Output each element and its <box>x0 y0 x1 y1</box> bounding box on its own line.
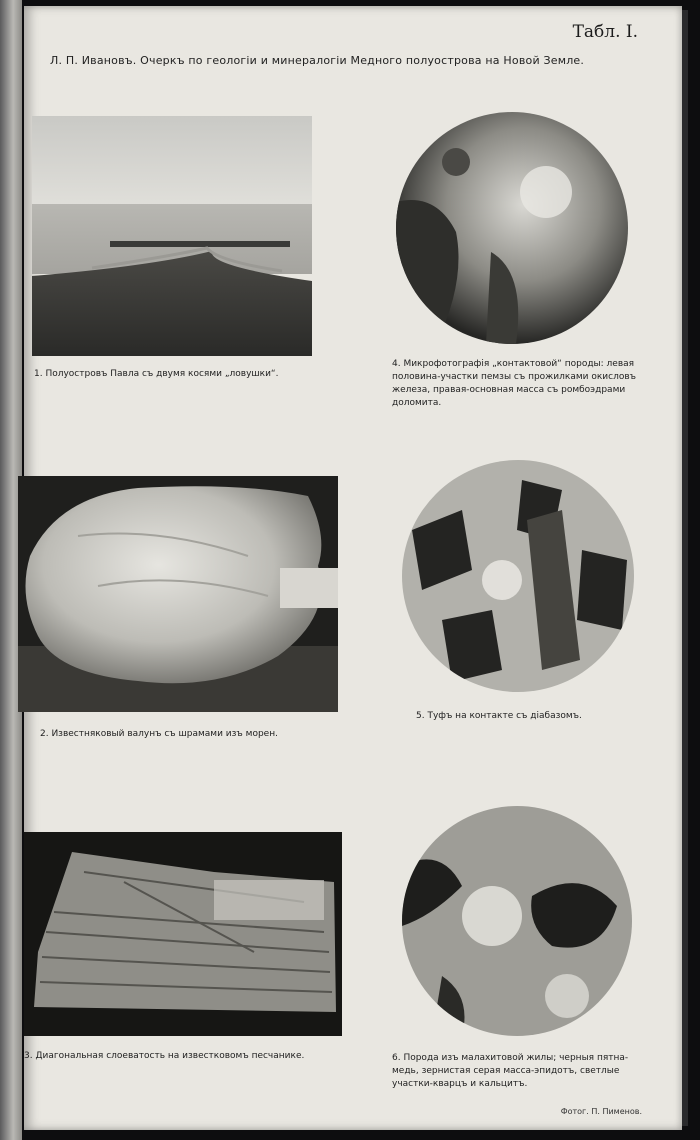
micrograph-contact-rock-icon <box>396 112 628 344</box>
figure-6-caption: 6. Порода изъ малахитовой жилы; черныя пятна-медь, зернистая серая масса-эпидотъ, светлые участки-кварцъ и кальцитъ. <box>392 1053 629 1089</box>
figure-3-caption: 3. Диагональная слоеватость на известковомъ песчанике. <box>24 1051 305 1061</box>
photo-limestone-boulder-icon <box>18 476 338 712</box>
figure-5-caption: 5. Туфъ на контакте съ дiабазомъ. <box>416 711 582 721</box>
plate-header: Л. П. Ивановъ. Очеркъ по геологiи и минералогiи Медного полуострова на Новой Земле. <box>50 54 585 67</box>
photo-seascape-icon <box>32 116 312 356</box>
figure-2-photo <box>18 476 338 712</box>
micrograph-tuff-icon <box>402 460 634 692</box>
figure-1-photo <box>32 116 312 356</box>
figure-2-caption: 2. Известняковый валунъ съ шрамами изъ морен. <box>40 729 278 739</box>
figure-5-micrograph <box>402 460 634 692</box>
figure-1-caption: 1. Полуостровъ Павла съ двумя косями „ловушки“. <box>34 369 279 379</box>
micrograph-malachite-vein-icon <box>402 806 632 1036</box>
photo-credit: Фотог. П. Пименов. <box>560 1107 642 1116</box>
page-edge <box>682 10 688 1126</box>
figure-4-micrograph <box>396 112 628 344</box>
figure-6-micrograph <box>402 806 632 1036</box>
plate-page <box>24 6 682 1130</box>
plate-title: Табл. I. <box>572 22 638 42</box>
figure-4-caption: 4. Микрофотографiя „контактовой“ породы: левая половина-участки пемзы съ прожилками окисловъ железа, правая-основная масса съ ромбоэдрами доломита. <box>392 359 637 408</box>
photo-crossbedded-sandstone-icon <box>24 832 342 1036</box>
figure-3-photo <box>24 832 342 1036</box>
